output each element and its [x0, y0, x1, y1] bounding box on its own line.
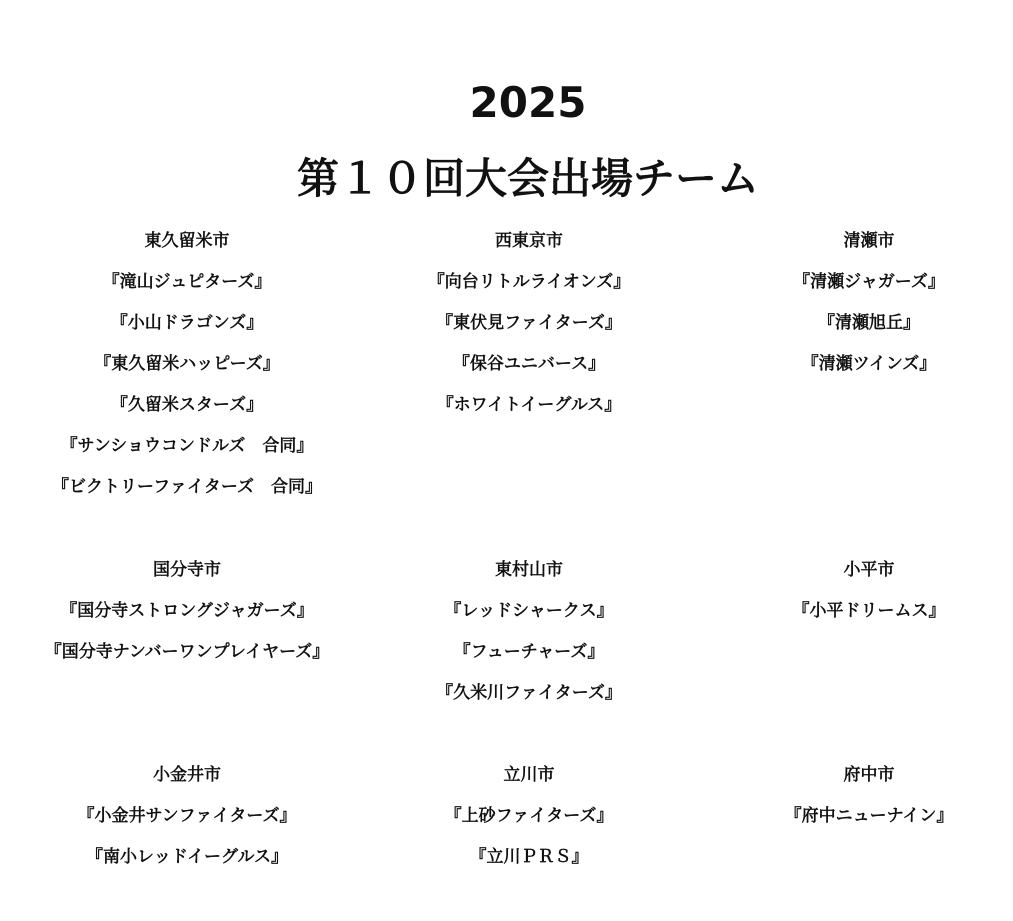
- city-name: 立川市: [503, 765, 555, 785]
- team-name: 『滝山ジュピターズ』: [102, 272, 272, 292]
- team-name: 『府中ニューナイン』: [784, 806, 954, 826]
- city-block: [0, 760, 377, 883]
- team-name: 『小山ドラゴンズ』: [110, 313, 264, 333]
- team-list: [339, 596, 719, 719]
- team-name: 『東久留米ハッピーズ』: [94, 354, 280, 374]
- team-list: [679, 801, 1013, 842]
- team-name: 『久留米スターズ』: [110, 395, 264, 415]
- city-name: 西東京市: [495, 231, 563, 251]
- team-list: [0, 596, 377, 678]
- team-name: 『清瀬旭丘』: [818, 313, 920, 333]
- city-block: [339, 760, 719, 883]
- city-name: 小平市: [843, 560, 895, 580]
- team-name: 『東伏見ファイターズ』: [436, 313, 622, 333]
- team-list: [679, 267, 1013, 390]
- team-list: [0, 801, 377, 883]
- page-title: 第１０回大会出場チーム: [296, 154, 759, 203]
- city-name: 清瀬市: [843, 231, 895, 251]
- team-name: 『国分寺ストロングジャガーズ』: [60, 601, 314, 621]
- team-name: 『国分寺ナンバーワンプレイヤーズ』: [44, 642, 330, 662]
- team-name: 『小平ドリームス』: [792, 601, 946, 621]
- city-block: [679, 760, 1013, 842]
- team-name: 『久米川ファイターズ』: [436, 683, 622, 703]
- team-name: 『ホワイトイーグルス』: [436, 395, 622, 415]
- city-name: 国分寺市: [153, 560, 221, 580]
- team-name: 『清瀬ツインズ』: [801, 354, 937, 374]
- team-name: 『南小レッドイーグルス』: [86, 847, 288, 867]
- team-name: 『ビクトリーファイターズ 合同』: [52, 477, 322, 497]
- team-name: 『上砂ファイターズ』: [444, 806, 614, 826]
- city-name: 東久留米市: [144, 231, 230, 251]
- team-name: 『向台リトルライオンズ』: [427, 272, 631, 292]
- team-list: [339, 267, 719, 431]
- city-name: 東村山市: [495, 560, 563, 580]
- city-block: [339, 226, 719, 431]
- city-name: 小金井市: [153, 765, 221, 785]
- team-name: 『保谷ユニバース』: [452, 354, 606, 374]
- city-block: [0, 555, 377, 678]
- team-name: 『小金井サンファイターズ』: [77, 806, 297, 826]
- team-list: [339, 801, 719, 883]
- team-name: 『レッドシャークス』: [444, 601, 614, 621]
- city-block: [679, 555, 1013, 637]
- city-block: [339, 555, 719, 719]
- city-block: [0, 226, 377, 513]
- page-year: 2025: [469, 78, 587, 127]
- team-name: 『立川ＰＲＳ』: [469, 847, 589, 867]
- team-name: 『清瀬ジャガーズ』: [793, 272, 945, 292]
- team-list: [679, 596, 1013, 637]
- city-name: 府中市: [843, 765, 895, 785]
- team-name: 『サンショウコンドルズ 合同』: [60, 436, 314, 456]
- team-list: [0, 267, 377, 513]
- city-block: [679, 226, 1013, 390]
- team-name: 『フューチャーズ』: [453, 642, 605, 662]
